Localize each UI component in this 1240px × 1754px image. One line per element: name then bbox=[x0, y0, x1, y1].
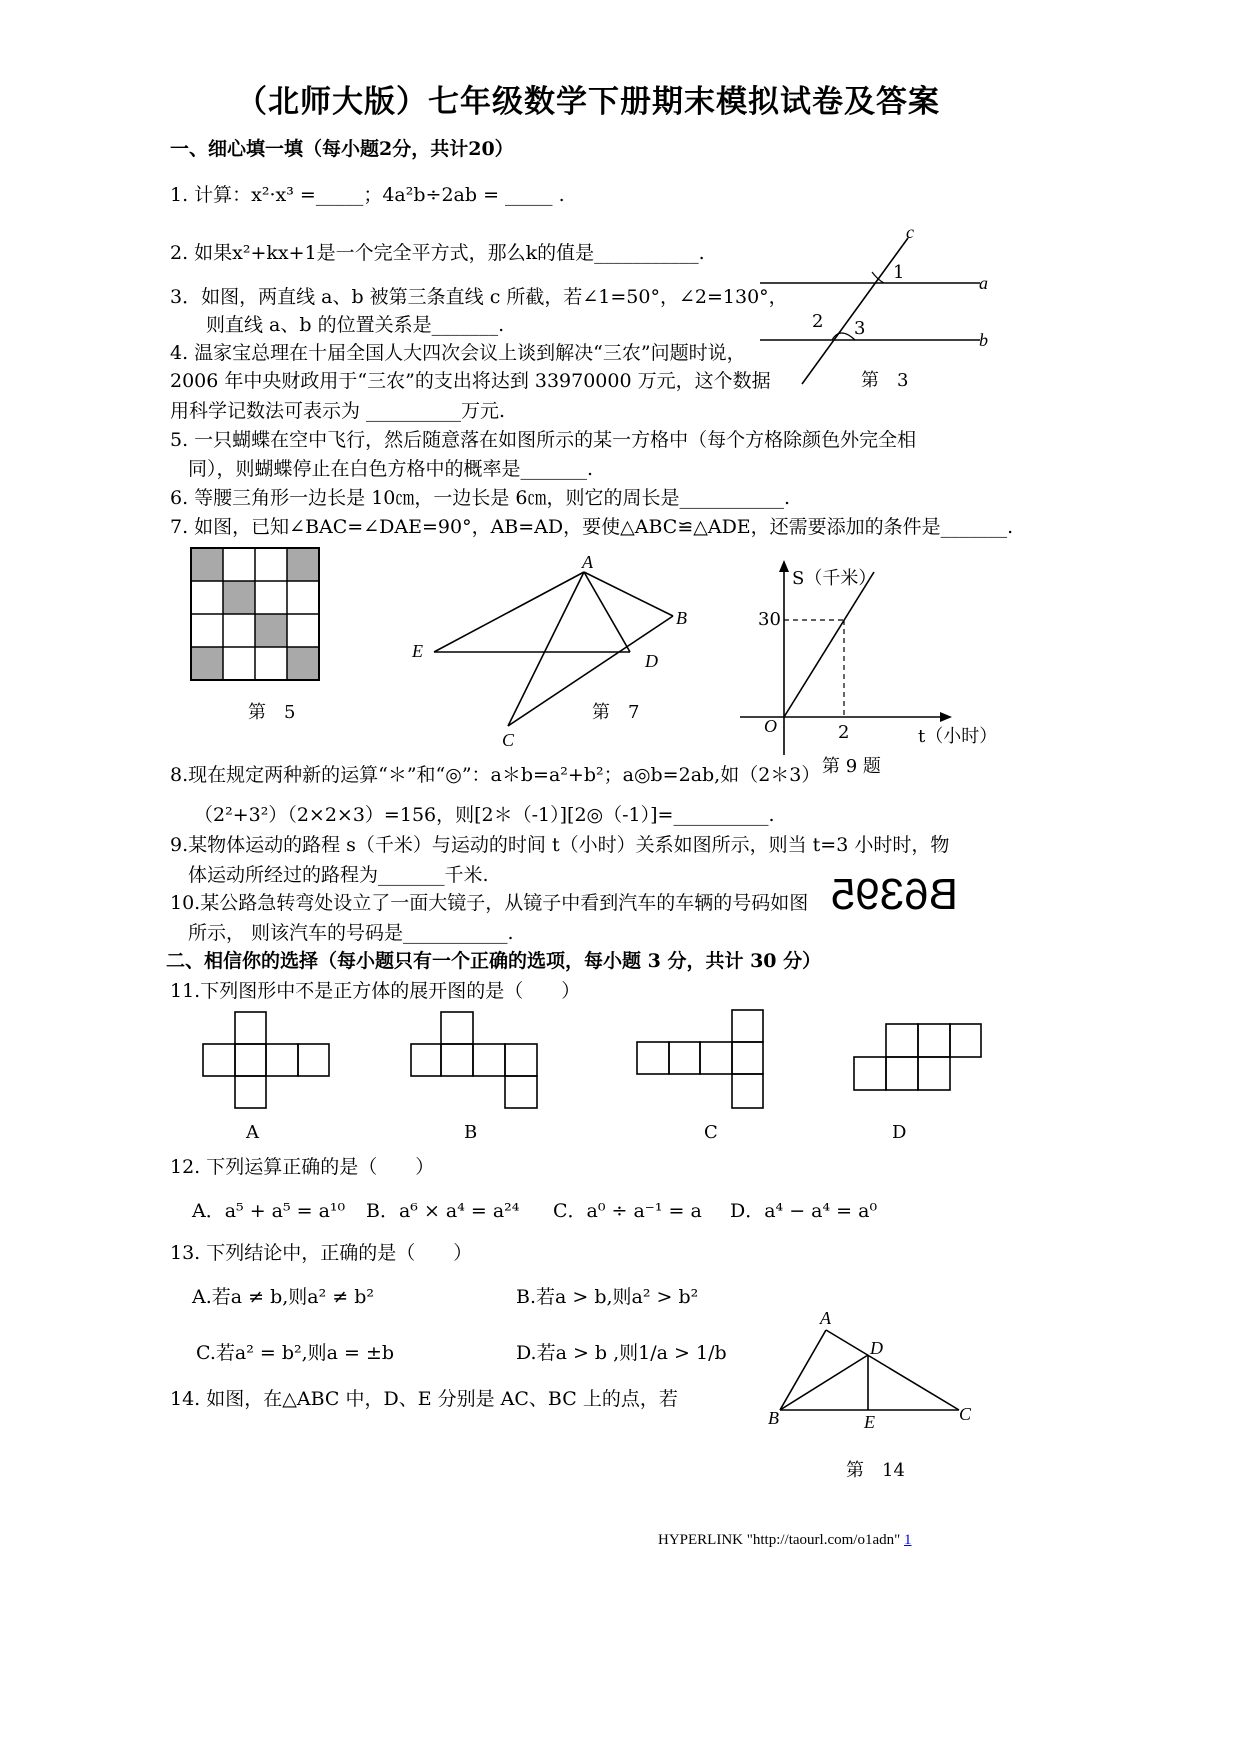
net-d bbox=[854, 1024, 984, 1092]
q11-option-c[interactable]: C bbox=[704, 1122, 718, 1143]
fig14-label-a: A bbox=[820, 1308, 831, 1328]
q11-option-a[interactable]: A bbox=[246, 1122, 259, 1143]
page-number-link[interactable]: 1 bbox=[903, 1532, 912, 1548]
fig7-label-b: B bbox=[676, 608, 687, 628]
fig9-caption: 第 9 题 bbox=[822, 756, 881, 777]
question-9-line-1: 9.某物体运动的路程 s（千米）与运动的时间 t（小时）关系如图所示，则当 t=3 小时时，物 bbox=[170, 834, 950, 856]
q12-option-a[interactable]: A．a⁵ + a⁵ = a¹⁰ bbox=[192, 1200, 346, 1222]
fig7-label-d: D bbox=[645, 651, 658, 671]
footer-hyperlink-text: HYPERLINK "http://taourl.com/o1adn" bbox=[658, 1532, 901, 1548]
question-5-line-1: 5. 一只蝴蝶在空中飞行，然后随意落在如图所示的某一方格中（每个方格除颜色外完全相 bbox=[170, 429, 917, 451]
fig3-angle-2: 2 bbox=[812, 311, 824, 332]
question-8-line-2: （2²+3²）（2×2×3）=156，则[2＊（-1）][2◎（-1）]=__________. bbox=[194, 804, 775, 826]
fig5-caption: 第 5 bbox=[248, 702, 296, 723]
question-12-stem: 12. 下列运算正确的是（ ） bbox=[170, 1156, 435, 1178]
fig14-label-d: D bbox=[870, 1338, 883, 1358]
footer bbox=[658, 1532, 911, 1549]
question-13-stem: 13. 下列结论中，正确的是（ ） bbox=[170, 1242, 473, 1264]
question-14: 14. 如图，在△ABC 中，D、E 分别是 AC、BC 上的点，若 bbox=[170, 1388, 678, 1410]
question-3-line-1: 3．如图，两直线 a、b 被第三条直线 c 所截，若∠1=50°，∠2=130°， bbox=[170, 286, 788, 308]
net-b bbox=[411, 1012, 541, 1110]
q11-option-b[interactable]: B bbox=[464, 1122, 478, 1143]
question-5-line-2: 同），则蝴蝶停止在白色方格中的概率是_______. bbox=[188, 458, 594, 480]
page-title: （北师大版）七年级数学下册期末模拟试卷及答案 bbox=[236, 84, 940, 120]
fig9-y-label: S（千米） bbox=[792, 568, 877, 589]
section-2-heading: 二、相信你的选择（每小题只有一个正确的选项，每小题 3 分，共计 30 分） bbox=[166, 950, 822, 972]
q13-option-a[interactable]: A.若a ≠ b,则a² ≠ b² bbox=[192, 1286, 375, 1308]
section-1-heading: 一、细心填一填（每小题2分，共计20） bbox=[170, 138, 514, 160]
fig3-label-a: a bbox=[979, 273, 988, 293]
question-3-line-2: 则直线 a、b 的位置关系是_______. bbox=[206, 314, 505, 336]
fig3-caption: 第 3 bbox=[861, 370, 909, 391]
fig9-x-tick: 2 bbox=[838, 722, 850, 743]
fig7-label-e: E bbox=[412, 641, 423, 661]
question-10-line-1: 10.某公路急转弯处设立了一面大镜子，从镜子中看到汽车的车辆的号码如图 bbox=[170, 892, 809, 914]
fig9-y-tick: 30 bbox=[758, 609, 781, 630]
q13-option-d[interactable]: D.若a > b ,则1/a > 1/b bbox=[516, 1342, 727, 1364]
fig9-x-label: t（小时） bbox=[918, 726, 998, 747]
question-8-line-1: 8.现在规定两种新的运算“＊”和“◎”：a＊b=a²+b²；a◎b=2ab,如（2＊3） bbox=[170, 764, 821, 786]
fig7-label-a: A bbox=[582, 552, 593, 572]
question-6: 6. 等腰三角形一边长是 10㎝，一边长是 6㎝，则它的周长是___________. bbox=[170, 487, 791, 509]
fig9-origin: O bbox=[764, 716, 777, 736]
fig3-label-b: b bbox=[979, 330, 988, 350]
q12-option-d[interactable]: D．a⁴ − a⁴ = a⁰ bbox=[730, 1200, 878, 1222]
fig14-label-b: B bbox=[768, 1408, 779, 1428]
question-1: 1. 计算：x²·x³ =_____；4a²b÷2ab = _____ . bbox=[170, 184, 565, 206]
fig14-label-e: E bbox=[864, 1412, 875, 1432]
fig14-label-c: C bbox=[959, 1404, 972, 1424]
q11-option-d[interactable]: D bbox=[892, 1122, 907, 1143]
question-11-stem: 11.下列图形中不是正方体的展开图的是（ ） bbox=[170, 980, 581, 1002]
question-2: 2. 如果x²+kx+1是一个完全平方式，那么k的值是___________. bbox=[170, 242, 705, 264]
mirrored-plate-number: B6395 bbox=[830, 870, 958, 919]
fig7-caption: 第 7 bbox=[592, 702, 640, 723]
figure-7 bbox=[420, 560, 690, 740]
question-4-line-3: 用科学记数法可表示为 __________万元. bbox=[170, 400, 506, 422]
question-9-line-2: 体运动所经过的路程为_______千米. bbox=[188, 864, 489, 886]
fig7-label-c: C bbox=[502, 730, 515, 750]
question-4-line-1: 4. 温家宝总理在十届全国人大四次会议上谈到解决“三农”问题时说， bbox=[170, 342, 746, 364]
q13-option-c[interactable]: C.若a² = b²,则a = ±b bbox=[196, 1342, 395, 1364]
question-7: 7. 如图，已知∠BAC=∠DAE=90°，AB=AD，要使△ABC≌△ADE，还需要添加的条件是_______. bbox=[170, 516, 1014, 538]
fig3-angle-1: 1 bbox=[893, 262, 905, 283]
fig3-label-c: c bbox=[906, 222, 914, 242]
question-10-line-2: 所示， 则该汽车的号码是___________. bbox=[188, 922, 514, 944]
q12-option-c[interactable]: C．a⁰ ÷ a⁻¹ = a bbox=[553, 1200, 702, 1222]
net-a bbox=[203, 1012, 333, 1110]
q12-option-b[interactable]: B．a⁶ × a⁴ = a²⁴ bbox=[366, 1200, 520, 1222]
net-c bbox=[637, 1010, 767, 1110]
fig3-angle-3: 3 bbox=[854, 318, 866, 339]
fig14-caption: 第 14 bbox=[846, 1460, 905, 1481]
question-4-line-2: 2006 年中央财政用于“三农”的支出将达到 33970000 万元，这个数据 bbox=[170, 370, 771, 392]
figure-5-grid bbox=[191, 548, 321, 680]
q13-option-b[interactable]: B.若a > b,则a² > b² bbox=[516, 1286, 699, 1308]
